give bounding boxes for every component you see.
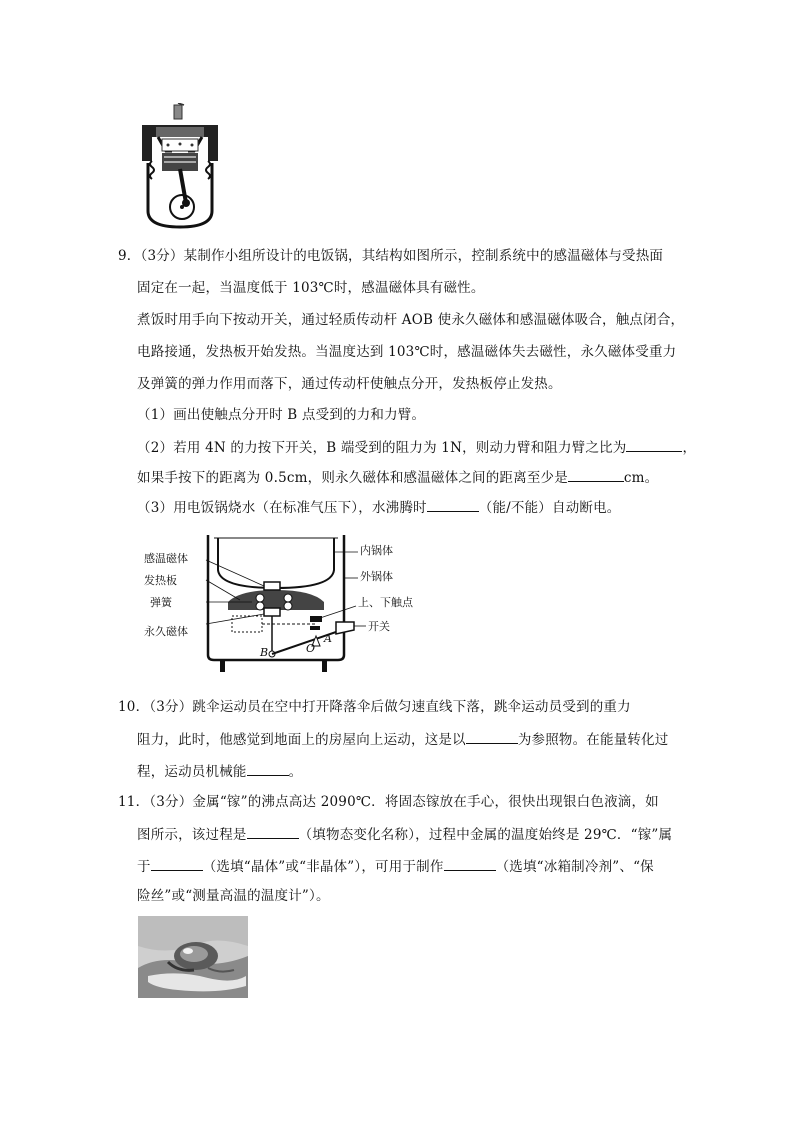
q10-line1: 10．（3分）跳伞运动员在空中打开降落伞后做匀速直线下落，跳伞运动员受到的重力 [118, 699, 631, 715]
answer-blank[interactable] [247, 824, 299, 839]
label-point-b: B [260, 646, 269, 659]
answer-blank[interactable] [568, 467, 624, 482]
q9-line2: 固定在一起，当温度低于 103℃时，感温磁体具有磁性。 [137, 280, 485, 296]
label-outer-pot: 外锅体 [360, 570, 393, 583]
label-switch: 开关 [368, 620, 390, 633]
engine-cylinder-figure [138, 103, 222, 231]
q9-sub2b-end: cm。 [623, 470, 659, 486]
answer-blank[interactable] [466, 729, 518, 744]
q9-sub3-text: （3）用电饭锅烧水（在标准气压下），水沸腾时 [137, 500, 427, 516]
q9-line1: 9．（3分）某制作小组所设计的电饭锅，其结构如图所示，控制系统中的感温磁体与受热面 [118, 248, 664, 264]
q11-line1: 11．（3分）金属“镓”的沸点高达 2090℃．将固态镓放在手心，很快出现银白色液滴，如 [118, 794, 659, 810]
label-sensor-magnet: 感温磁体 [144, 552, 188, 565]
q11-line3-end: （选填“冰箱制冷剂”、“保 [495, 859, 654, 875]
label-point-a: A [324, 632, 332, 645]
q11-line4: 险丝”或“测量高温的温度计”）。 [137, 888, 330, 904]
label-inner-pot: 内锅体 [360, 544, 393, 557]
q9-line3: 煮饭时用手向下按动开关，通过轻质传动杆 AOB 使永久磁体和感温磁体吸合，触点闭合， [137, 312, 685, 328]
q9-subquestion-2b [137, 467, 658, 488]
q11-line3-mid: （选填“晶体”或“非晶体”），可用于制作 [202, 859, 444, 875]
q10-line3-end: 。 [288, 764, 303, 780]
answer-blank[interactable] [427, 497, 479, 512]
rice-cooker-diagram [140, 530, 430, 680]
label-point-o: O [306, 642, 316, 655]
q11-line2-text: 图所示，该过程是 [137, 827, 247, 843]
q9-subquestion-3 [137, 497, 621, 518]
q10-line2-end: 为参照物。在能量转化过 [517, 732, 669, 748]
q10-line2-text: 阻力，此时，他感觉到地面上的房屋向上运动，这是以 [137, 732, 466, 748]
q9-line4: 电路接通，发热板开始发热。当温度达到 103℃时，感温磁体失去磁性，永久磁体受重力 [137, 344, 677, 360]
q10-line3-text: 程，运动员机械能 [137, 764, 247, 780]
q10-line3 [137, 761, 302, 782]
q11-line3-text: 于 [137, 859, 151, 875]
answer-blank[interactable] [444, 856, 496, 871]
q11-line2-mid: （填物态变化名称），过程中金属的温度始终是 29℃．“镓”属 [298, 827, 673, 843]
q9-sub3-end: （能/不能）自动断电。 [478, 500, 621, 516]
q9-subquestion-1: （1）画出使触点分开时 B 点受到的力和力臂。 [137, 407, 426, 423]
gallium-hand-photo [138, 916, 248, 998]
q11-line2 [137, 824, 672, 845]
q9-sub2a-end: ， [682, 440, 697, 456]
q11-line3 [137, 856, 654, 877]
answer-blank[interactable] [626, 437, 682, 452]
label-permanent-magnet: 永久磁体 [144, 625, 188, 638]
q9-sub2a-text: （2）若用 4N 的力按下开关，B 端受到的阻力为 1N，则动力臂和阻力臂之比为 [137, 440, 627, 456]
q9-sub2b-text: 如果手按下的距离为 0.5cm，则永久磁体和感温磁体之间的距离至少是 [137, 470, 568, 486]
q10-line2 [137, 729, 669, 750]
answer-blank[interactable] [247, 761, 289, 776]
label-spring: 弹簧 [150, 596, 172, 609]
label-heating-plate: 发热板 [144, 574, 177, 587]
label-contacts: 上、下触点 [358, 596, 413, 609]
answer-blank[interactable] [151, 856, 203, 871]
q9-line5: 及弹簧的弹力作用而落下，通过传动杆使触点分开，发热板停止发热。 [137, 376, 562, 392]
q9-subquestion-2a [137, 437, 696, 458]
